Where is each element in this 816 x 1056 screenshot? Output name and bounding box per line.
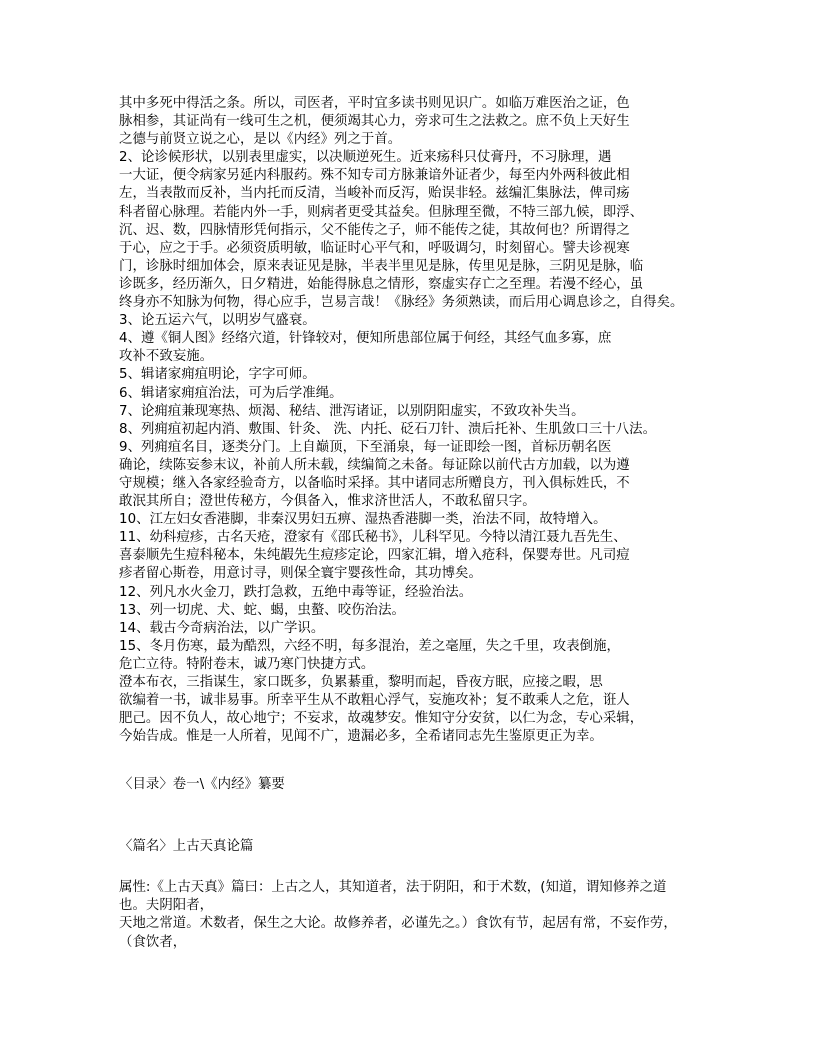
toc-heading [119, 776, 285, 794]
text-line: 澄本布衣，三指谋生，家口既多，负累綦重，黎明而起，昏夜方眠，应接之暇，思 [119, 675, 603, 690]
text-line: 其中多死中得活之条。所以，司医者，平时宜多读书则见识广。如临万难医治之证，色 [119, 96, 630, 111]
text-line: 12、列凡水火金刀，跌打急救，五绝中毒等证，经验治法。 [119, 584, 473, 600]
text-line: 攻补不致妄施。 [119, 349, 214, 365]
text-line: 于心，应之于手。必须资质明敏，临证时心平气和，呼吸调匀，时刻留心。譬夫诊视寒 [119, 240, 630, 256]
text-line: 8、列痈疽初起内消、敷围、针灸、 洗、内托、砭石刀针、溃后托补、生肌敛口三十八法。 [119, 421, 657, 437]
text-line: 属性:《上古天真》篇曰：上古之人，其知道者，法于阴阳，和于术数，(知道，谓知修养之道 [119, 880, 667, 895]
text-line: 一大证，便令病家另延内科服药。殊不知专司方脉兼谙外证者少，每至内外两科彼此相 [119, 168, 630, 184]
text-line: 14、载古今奇病治法，以广学识。 [119, 620, 325, 636]
text-line: 沉、迟、数，四脉情形凭何指示，父不能传之子，师不能传之徒，其故何也？所谓得之 [119, 222, 630, 238]
attribute-text [119, 879, 677, 952]
text-line: 左，当表散而反补，当内托而反清，当峻补而反泻，贻误非轻。兹编汇集脉法，俾司疡 [119, 186, 630, 202]
text-line: 脉相参，其证尚有一线可生之机，便须竭其心力，旁求可生之法救之。庶不负上天好生 [119, 114, 630, 130]
text-line: 2、论诊候形状，以别表里虚实，以决顺逆死生。近来疡科只仗膏丹，不习脉理，遇 [119, 150, 612, 166]
text-line: 10、江左妇女香港脚，非秦汉男妇五痹、湿热香港脚一类，治法不同，故特增入。 [119, 512, 607, 528]
text-line: 科者留心脉理。若能内外一手，则病者更受其益矣。但脉理至微，不特三部九候，即浮、 [119, 204, 644, 220]
text-line: 今始告成。惟是一人所着，见闻不广，遗漏必多，全希诸同志先生鉴原更正为幸。 [119, 729, 603, 745]
text-line: 13、列一切虎、犬、蛇、蝎，虫螯、咬伤治法。 [119, 602, 405, 618]
text-line: 危亡立待。特附卷末，诚乃寒门快捷方式。 [119, 656, 375, 672]
text-line: 终身亦不知脉为何物，得心应手，岂易言哉！《脉经》务须熟读，而后用心调息诊之，自得矣。 [119, 295, 684, 311]
text-line: 11、幼科痘疹，古名天疮，澄家有《邵氏秘书》，儿科罕见。今特以清江聂九吾先生、 [119, 530, 627, 546]
text-line: 之德与前贤立说之心，是以《内经》列之于首。 [119, 132, 402, 148]
text-line: 欲编着一书，诚非易事。所幸平生从不敢粗心浮气，妄施攻补；复不敢乘人之危，诳人 [119, 693, 630, 709]
chapter-heading [119, 838, 253, 856]
preface-text [119, 95, 684, 746]
text-line: 敢泯其所自；澄世传秘方，今俱备入，惟求济世活人，不敢私留只字。 [119, 494, 536, 510]
text-line: 9、列痈疽名目，逐类分门。上自巅顶，下至涌泉，每一证即绘一图，首标历朝名医 [119, 439, 612, 455]
text-line: 3、论五运六气，以明岁气盛衰。 [119, 313, 316, 329]
text-line: 门，诊脉时细加体会，原来表证见是脉，半表半里见是脉，传里见是脉，三阴见是脉，临 [119, 258, 644, 274]
text-line: 肥己。因不负人，故心地宁；不妄求，故魂梦安。惟知守分安贫，以仁为念，专心采辑， [119, 711, 644, 727]
text-line: 4、遵《铜人图》经络穴道，针锋较对，便知所患部位属于何经，其经气血多寡，庶 [119, 331, 612, 347]
text-line: 守规模；继入各家经验奇方，以备临时采择。其中诸同志所赠良方，刊入俱标姓氏，不 [119, 475, 630, 491]
text-line: 7、论痈疽兼现寒热、烦渴、秘结、泄泻诸证，以别阴阳虚实，不致攻补失当。 [119, 403, 585, 419]
text-line: 6、辑诸家痈疽治法，可为后学准绳。 [119, 385, 343, 401]
text-line: 也。夫阴阳者， [119, 898, 214, 914]
text-line: 15、冬月伤寒，最为酷烈，六经不明，每多混治，差之毫厘，失之千里，攻表倒施， [119, 638, 620, 654]
text-line: （食饮者， [119, 934, 187, 950]
text-line: 5、辑诸家痈疽明论，字字可师。 [119, 367, 316, 383]
text-line: 诊既多，经历渐久，日夕精进，始能得脉息之情形，察虚实存亡之至理。若漫不经心，虽 [119, 276, 644, 292]
text-line: 确论，续陈妄参末议，补前人所未载，续编简之未备。每证除以前代古方加载，以为遵 [119, 457, 630, 473]
toc-text: 〈目录〉卷一\《内经》纂要 [119, 777, 285, 792]
text-line: 喜泰顺先生痘科秘本，朱纯嘏先生痘疹定论，四家汇辑，增入疮科，保婴寿世。凡司痘 [119, 548, 630, 564]
text-line: 疹者留心斯卷，用意讨寻，则保全寰宇婴孩性命，其功博矣。 [119, 566, 482, 582]
text-line: 天地之常道。术数者，保生之大论。故修养者，必谨先之。）食饮有节，起居有常，不妄作劳， [119, 916, 677, 932]
chapter-title: 〈篇名〉上古天真论篇 [119, 839, 254, 854]
